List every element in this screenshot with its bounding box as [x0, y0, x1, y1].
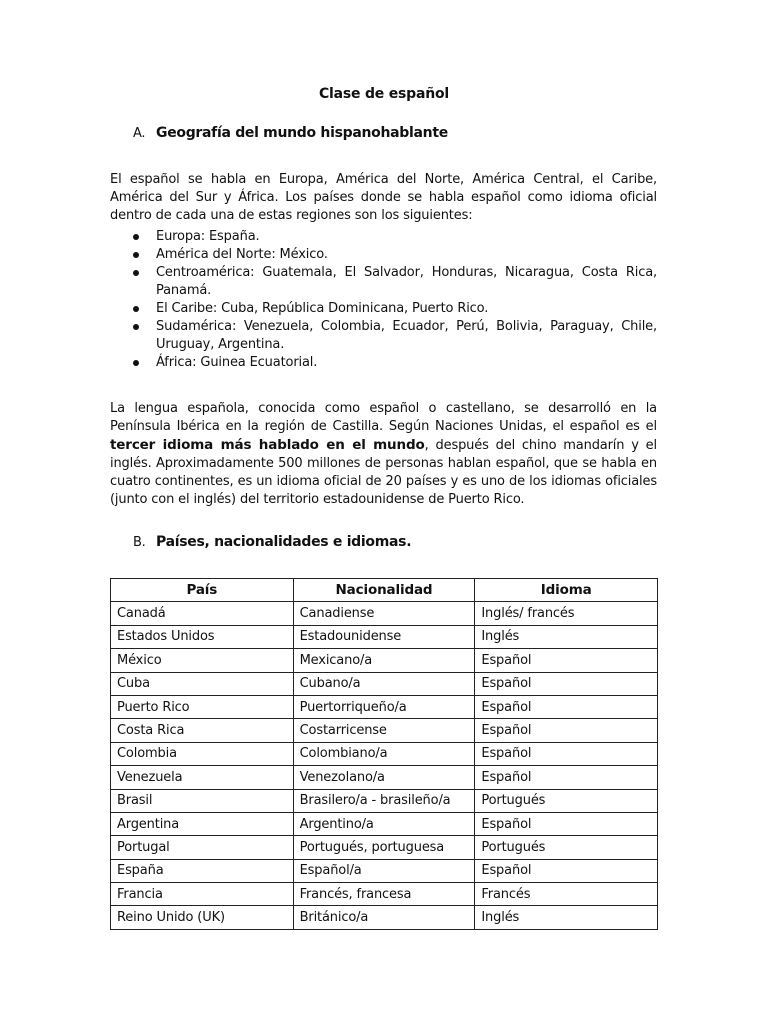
section-b-title: Países, nacionalidades e idiomas.	[156, 534, 412, 550]
cell-country: Portugal	[111, 836, 294, 859]
list-item: Europa: España.	[110, 228, 657, 246]
table-row	[111, 742, 658, 765]
list-item: Sudamérica: Venezuela, Colombia, Ecuador, Perú, Bolivia, Paraguay, Chile, Uruguay, Argentina.	[110, 318, 657, 354]
table-row	[111, 602, 658, 625]
cell-nationality: Mexicano/a	[293, 649, 475, 672]
cell-nationality: Británico/a	[293, 906, 475, 929]
list-item: El Caribe: Cuba, República Dominicana, Puerto Rico.	[110, 300, 657, 318]
header-country: País	[111, 579, 294, 602]
table-row	[111, 836, 658, 859]
cell-nationality: Cubano/a	[293, 672, 475, 695]
cell-nationality: Brasilero/a - brasileño/a	[293, 789, 475, 812]
cell-country: Canadá	[111, 602, 294, 625]
cell-language: Español	[475, 812, 658, 835]
cell-nationality: Puertorriqueño/a	[293, 695, 475, 718]
cell-nationality: Estadounidense	[293, 625, 475, 648]
table-row	[111, 883, 658, 906]
cell-nationality: Francés, francesa	[293, 883, 475, 906]
cell-language: Español	[475, 672, 658, 695]
cell-language: Francés	[475, 883, 658, 906]
table-row	[111, 719, 658, 742]
table-row	[111, 649, 658, 672]
cell-country: Brasil	[111, 789, 294, 812]
cell-country: Colombia	[111, 742, 294, 765]
table-row	[111, 766, 658, 789]
cell-language: Español	[475, 649, 658, 672]
countries-table	[110, 578, 658, 930]
cell-nationality: Español/a	[293, 859, 475, 882]
page-title: Clase de español	[318, 86, 450, 102]
history-text-bold: tercer idioma más hablado en el mundo	[110, 437, 425, 453]
cell-nationality: Canadiense	[293, 602, 475, 625]
table-body	[111, 602, 658, 929]
cell-language: Español	[475, 695, 658, 718]
cell-language: Español	[475, 742, 658, 765]
history-text-1: La lengua española, conocida como español o castellano, se desarrolló en la Península Ibérica en la región de Castilla. Según Naciones Unidas, el español es el	[110, 401, 657, 434]
cell-country: Estados Unidos	[111, 625, 294, 648]
cell-nationality: Venezolano/a	[293, 766, 475, 789]
cell-nationality: Portugués, portuguesa	[293, 836, 475, 859]
cell-nationality: Costarricense	[293, 719, 475, 742]
table-row	[111, 672, 658, 695]
cell-country: Puerto Rico	[111, 695, 294, 718]
table-row	[111, 812, 658, 835]
cell-country: España	[111, 859, 294, 882]
cell-language: Portugués	[475, 836, 658, 859]
cell-country: Costa Rica	[111, 719, 294, 742]
cell-language: Español	[475, 859, 658, 882]
section-a-letter: A.	[133, 126, 146, 141]
list-item: Centroamérica: Guatemala, El Salvador, Honduras, Nicaragua, Costa Rica, Panamá.	[110, 264, 657, 300]
section-a-title: Geografía del mundo hispanohablante	[156, 125, 448, 141]
section-b-heading	[133, 534, 411, 550]
cell-language: Portugués	[475, 789, 658, 812]
intro-paragraph: El español se habla en Europa, América del Norte, América Central, el Caribe, América del Sur y África. Los países donde se habla español como idioma oficial dentro de cada una de estas regiones son los siguientes:	[110, 172, 657, 223]
section-b-letter: B.	[133, 535, 146, 550]
cell-country: Venezuela	[111, 766, 294, 789]
cell-language: Español	[475, 766, 658, 789]
table-row	[111, 906, 658, 929]
cell-nationality: Colombiano/a	[293, 742, 475, 765]
cell-language: Español	[475, 719, 658, 742]
table-row	[111, 625, 658, 648]
history-paragraph	[110, 400, 657, 509]
region-list	[110, 228, 657, 372]
list-item: América del Norte: México.	[110, 246, 657, 264]
cell-country: Argentina	[111, 812, 294, 835]
cell-country: México	[111, 649, 294, 672]
section-a-heading	[133, 125, 448, 141]
cell-country: Cuba	[111, 672, 294, 695]
table-row	[111, 695, 658, 718]
header-language: Idioma	[475, 579, 658, 602]
table-row	[111, 859, 658, 882]
cell-language: Inglés	[475, 906, 658, 929]
cell-country: Reino Unido (UK)	[111, 906, 294, 929]
cell-language: Inglés/ francés	[475, 602, 658, 625]
cell-country: Francia	[111, 883, 294, 906]
list-item: África: Guinea Ecuatorial.	[110, 354, 657, 372]
history-text-2: , después del chino mandarín y el inglés. Aproximadamente 500 millones de personas hablan español, que se habla en cuatro continentes, es un idioma oficial de 20 países y es uno de los idiomas oficiales (junto con el inglés) del territorio estadounidense de Puerto Rico.	[110, 438, 657, 507]
table-row	[111, 789, 658, 812]
table-header-row	[111, 579, 658, 602]
cell-nationality: Argentino/a	[293, 812, 475, 835]
cell-language: Inglés	[475, 625, 658, 648]
header-nationality: Nacionalidad	[293, 579, 475, 602]
